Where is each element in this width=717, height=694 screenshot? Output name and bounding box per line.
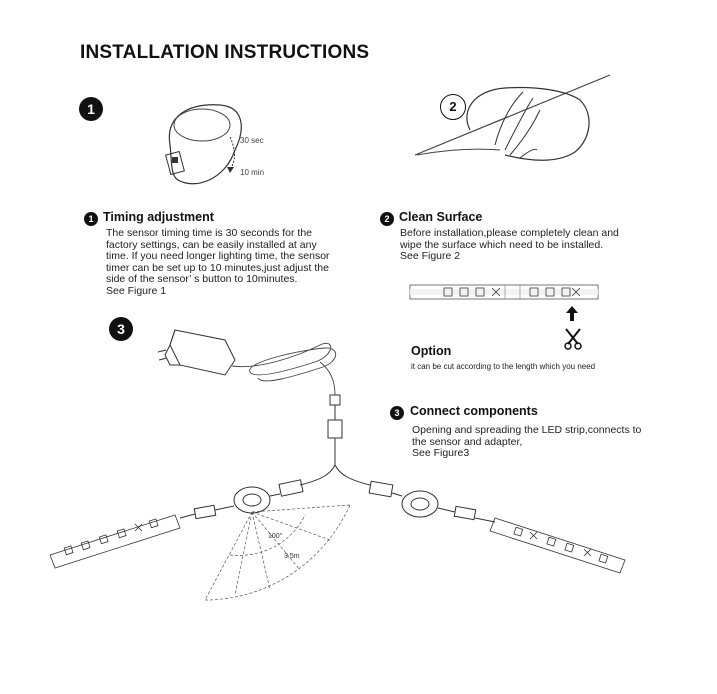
page-title: INSTALLATION INSTRUCTIONS	[80, 42, 370, 63]
connect-line-3: See Figure3	[412, 447, 470, 460]
sensor-angle-label: 100°	[268, 533, 283, 540]
sensor-timer-illustration	[150, 95, 280, 195]
timing-line-6: See Figure 1	[106, 284, 167, 297]
timing-description	[106, 228, 331, 298]
section-3-number-badge: 3	[390, 406, 404, 420]
timing-line-1: The sensor timing time is 30 seconds for the	[106, 227, 313, 239]
figure-2-badge: 2	[440, 94, 466, 120]
timing-line-3: time. If you need longer lighting time, the sensor	[106, 250, 330, 263]
timer-label-10min: 10 min	[240, 168, 265, 177]
right-led-strip	[490, 518, 625, 573]
figure-1-badge: 1	[79, 97, 103, 121]
option-heading: Option	[411, 344, 452, 358]
figure-3-badge: 3	[109, 317, 133, 341]
connect-line-2: the sensor and adapter,	[412, 435, 523, 448]
clean-line-2: wipe the surface which need to be installed.	[400, 238, 604, 251]
power-adapter-icon	[158, 330, 235, 375]
option-description: it can be cut according to the length which you need	[411, 362, 596, 371]
clean-heading: Clean Surface	[399, 210, 483, 224]
hand-cleaning-illustration	[405, 70, 625, 190]
left-led-strip	[50, 515, 180, 568]
clean-description	[400, 228, 640, 263]
section-2-number-badge: 2	[380, 212, 394, 226]
timing-line-5: side of the sensor’ s button to 10minutes.	[106, 273, 298, 286]
sensor-distance-label: 3.5m	[284, 553, 300, 560]
clean-line-1: Before installation,please completely clean and	[400, 227, 619, 239]
wiring-diagram-illustration	[0, 300, 717, 630]
led-strip-illustration	[410, 285, 600, 301]
clean-line-3: See Figure 2	[400, 250, 461, 263]
connect-heading: Connect components	[410, 404, 538, 418]
connect-line-1: Opening and spreading the LED strip,connects to	[412, 424, 642, 436]
timing-line-2: factory settings, can be easily installed at any	[106, 238, 317, 251]
timing-line-4: timer can be set up to 10 minutes,just adjust the	[106, 261, 329, 274]
timing-heading: Timing adjustment	[103, 210, 214, 224]
section-1-number-badge: 1	[84, 212, 98, 226]
timer-label-30sec: 30 sec	[240, 136, 264, 145]
